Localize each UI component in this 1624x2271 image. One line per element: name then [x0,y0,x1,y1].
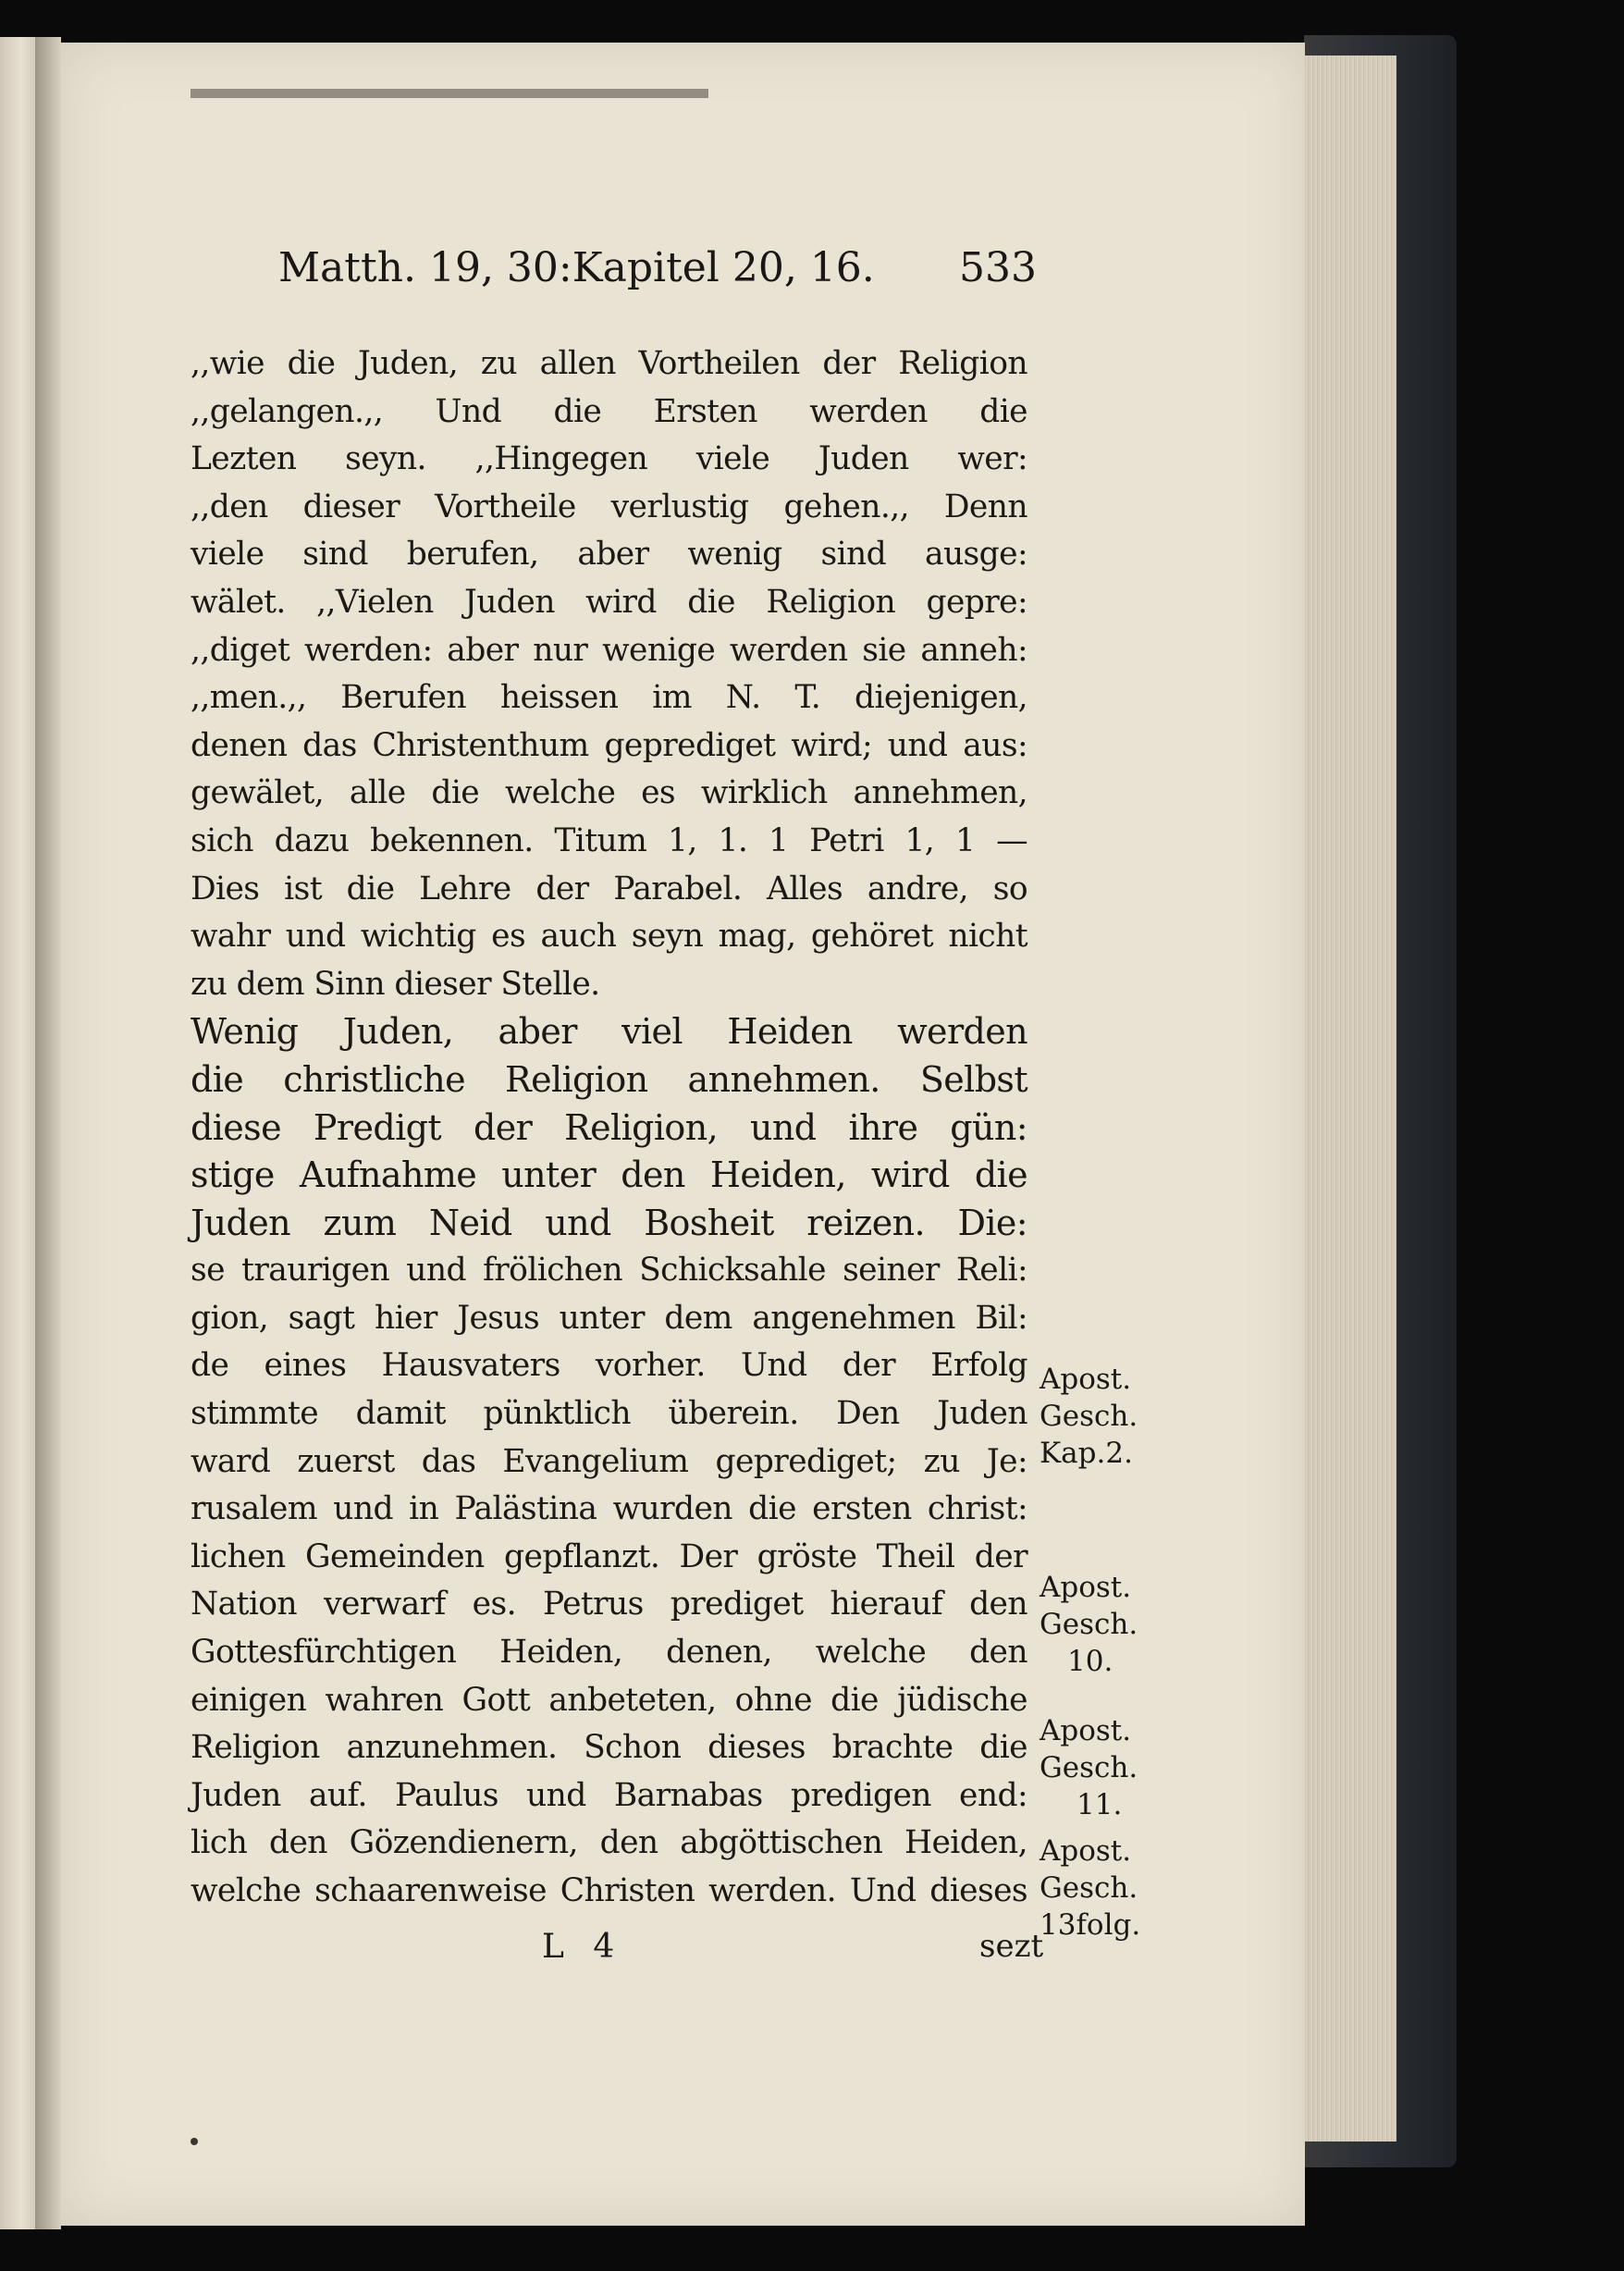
page-number: 533 [959,244,1037,291]
running-head [278,244,1037,300]
text-line: ,,diget werden: aber nur wenige werden sie anneh: [191,631,1027,669]
text-line: Religion anzunehmen. Schon dieses brachte die [191,1729,1027,1767]
text-line: Nation verwarf es. Petrus prediget hierauf den [191,1586,1027,1623]
top-print-bleed [191,89,708,98]
margin-note-line: 10. [1067,1645,1113,1678]
text-line: viele sind berufen, aber wenig sind ausge: [191,536,1027,574]
text-line: lichen Gemeinden gepflanzt. Der gröste Theil der [191,1537,1027,1575]
page [61,43,1305,2226]
margin-note [1040,1712,1169,1823]
margin-note [1040,1833,1169,1944]
text-line: stimmte damit pünktlich überein. Den Juden [191,1395,1027,1433]
margin-note-line: Gesch. [1040,1608,1138,1641]
text-line: diese Predigt der Religion, und ihre gün: [191,1106,1027,1148]
text-line: ward zuerst das Evangelium geprediget; zu Je: [191,1442,1027,1480]
text-line: ,,men.,, Berufen heissen im N. T. diejenigen, [191,679,1027,717]
margin-note-line: Kap.2. [1040,1437,1133,1470]
text-line: zu dem Sinn dieser Stelle. [191,965,600,1003]
text-line: se traurigen und frölichen Schicksahle seiner Reli: [191,1252,1027,1290]
text-line: stige Aufnahme unter den Heiden, wird die [191,1154,1027,1196]
margin-note [1040,1569,1169,1680]
text-line: wahr und wichtig es auch seyn mag, gehöret nicht [191,918,1027,956]
text-line: gewälet, alle die welche es wirklich annehmen, [191,774,1027,812]
text-line: ,,den dieser Vortheile verlustig gehen.,, Denn [191,488,1027,525]
text-line: Lezten seyn. ,,Hingegen viele Juden wer: [191,440,1027,478]
text-line: sich dazu bekennen. Titum 1, 1. 1 Petri 1, 1 — [191,821,1027,859]
page-edges [1299,56,1396,2141]
catchword: sezt [979,1928,1044,1965]
text-line: gion, sagt hier Jesus unter dem angenehmen Bil: [191,1299,1027,1337]
facing-page-edge [0,37,35,2229]
margin-note-line: Gesch. [1040,1871,1138,1905]
text-line: Dies ist die Lehre der Parabel. Alles andre, so [191,870,1027,907]
margin-note-line: 13folg. [1040,1908,1141,1942]
text-line: wälet. ,,Vielen Juden wird die Religion gepre: [191,583,1027,621]
body-text [191,340,1027,1916]
text-line: einigen wahren Gott anbeteten, ohne die jüdische [191,1681,1027,1719]
text-line: Juden zum Neid und Bosheit reizen. Die: [191,1202,1027,1243]
margin-note-line: 11. [1077,1788,1123,1821]
margin-note-line: Gesch. [1040,1751,1138,1784]
text-line: de eines Hausvaters vorher. Und der Erfolg [191,1347,1027,1385]
ink-speck [191,2138,198,2145]
margin-note-line: Apost. [1040,1363,1132,1396]
margin-note [1040,1361,1169,1472]
text-line: die christliche Religion annehmen. Selbst [191,1058,1027,1100]
text-line: Juden auf. Paulus und Barnabas predigen end: [191,1776,1027,1814]
text-line: lich den Gözendienern, den abgöttischen Heiden, [191,1824,1027,1862]
margin-note-line: Apost. [1040,1714,1132,1747]
signature-mark: L 4 [542,1928,624,1966]
text-line: Gottesfürchtigen Heiden, denen, welche den [191,1634,1027,1672]
gutter-shadow [35,37,61,2229]
margin-note-line: Apost. [1040,1571,1132,1604]
text-line: rusalem und in Palästina wurden die ersten christ: [191,1490,1027,1528]
text-line: denen das Christenthum geprediget wird; und aus: [191,726,1027,764]
text-line: welche schaarenweise Christen werden. Und dieses [191,1872,1027,1909]
text-line: ,,gelangen.,, Und die Ersten werden die [191,392,1027,430]
text-line: Wenig Juden, aber viel Heiden werden [191,1011,1027,1053]
running-head-title: Matth. 19, 30:Kapitel 20, 16. [278,244,875,291]
text-line: ,,wie die Juden, zu allen Vortheilen der Religion [191,345,1027,382]
margin-note-line: Apost. [1040,1834,1132,1868]
margin-note-line: Gesch. [1040,1400,1138,1433]
